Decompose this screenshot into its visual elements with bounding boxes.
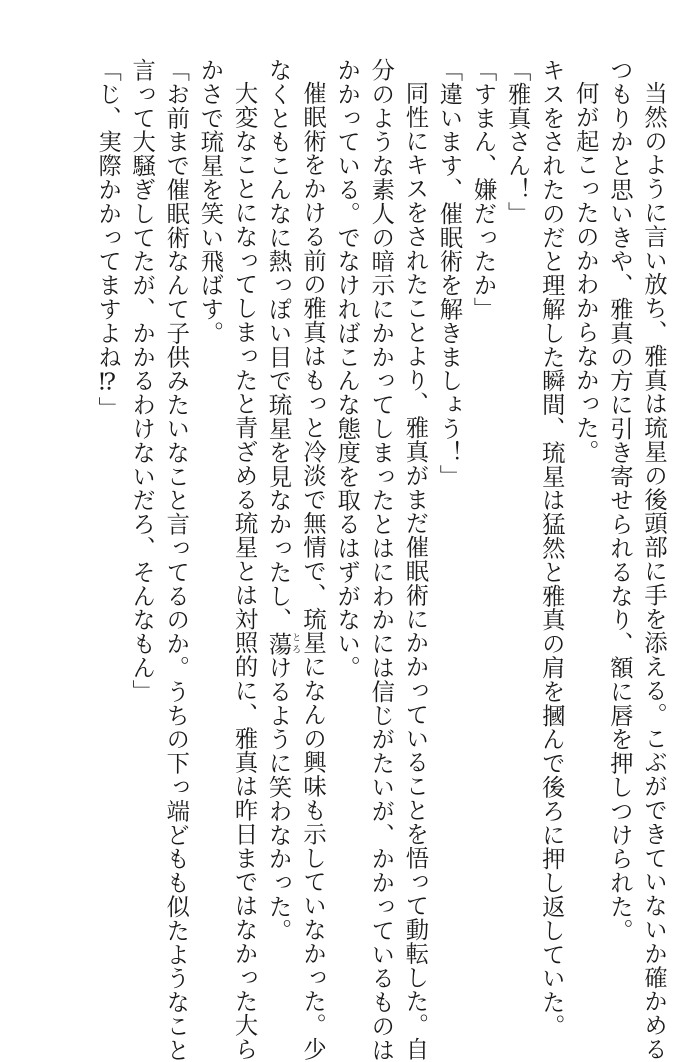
text-line: 分のような素人の暗示にかかってしまったとはにわかには信じがたいが、かかっているものは (367, 58, 395, 1062)
text-line: 大変なことになってしまったと青ざめる琉星とは対照的に、雅真は昨日まではなかった大ら (230, 81, 258, 1062)
text-line: つもりかと思いきや、雅真の方に引き寄せられるなり、額に唇を押しつけられた。 (605, 58, 633, 943)
ruby-annotation: 蕩とろ (264, 631, 301, 656)
paragraph-2 (568, 58, 602, 988)
text-line: 「違います、催眠術を解きましょう！」 (435, 58, 463, 489)
text-line: かさで琉星を笑い飛ばす。 (196, 58, 224, 345)
dialogue-2 (465, 58, 499, 988)
text-line: 言って大騒ぎしてたが、かかるわけないだろ、そんなもん」 (128, 58, 156, 704)
paragraph-6 (192, 58, 260, 1062)
vertical-text-body (90, 58, 670, 1062)
text-line: 「お前まで催眠術なんて子供みたいなこと言ってるのか。うちの下っ端どもも似たようなこと (162, 58, 190, 1062)
text-line: 当然のように言い放ち、雅真は琉星の後頭部に手を添える。こぶができていないか確かめる (640, 81, 667, 1062)
text-line: 「雅真さん！」 (503, 58, 531, 226)
paragraph-1 (602, 58, 670, 1062)
text-line: キスをされたのだと理解した瞬間、琉星は猛然と雅真の肩を摑んで後ろに押し返していた。 (537, 58, 565, 1038)
ruby-reading: とろ (290, 631, 301, 656)
text-line: 同性にキスをされたことより、雅真がまだ催眠術にかかっていることを悟って動転した。自 (401, 81, 429, 1062)
text-line: 「じ、実際かかってますよね⁉」 (94, 58, 122, 421)
dialogue-5 (90, 58, 124, 988)
text-line: 催眠術をかける前の雅真はもっと冷淡で無情で、琉星になんの興味も示していなかった。少 (299, 81, 327, 1062)
dialogue-3 (431, 58, 465, 988)
text-line: なくともこんなに熱っぽい目で琉星を見なかったし、蕩とろけるように笑わなかった。 (264, 58, 301, 943)
paragraph-3 (534, 58, 568, 1038)
text-line: 「すまん、嫌だったか」 (469, 58, 497, 321)
dialogue-1 (500, 58, 534, 988)
text-line: 何が起こったのかわからなかった。 (571, 81, 599, 464)
dialogue-4 (124, 58, 192, 1062)
paragraph-4 (329, 58, 431, 1062)
paragraph-5 (260, 58, 329, 1062)
text-line: かかっている。でなければこんな態度を取るはずがない。 (333, 58, 361, 680)
